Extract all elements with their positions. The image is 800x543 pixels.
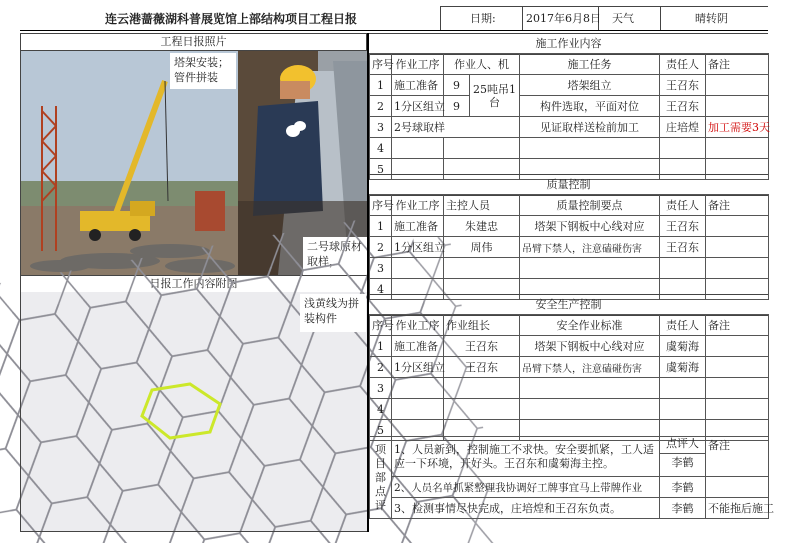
col-header: 备注: [706, 315, 769, 336]
photo-section-title: 工程日报照片: [160, 35, 227, 48]
person-cell: 王召东: [660, 96, 706, 117]
table-row: [370, 357, 769, 378]
row-number: 2: [370, 357, 392, 378]
table-row: [370, 216, 769, 237]
quality-header-row: [370, 195, 769, 216]
photo-section-header: [20, 33, 367, 51]
point-cell: 塔架下钢板中心线对应: [520, 216, 660, 237]
review-table: [369, 436, 774, 519]
process-cell: 施工准备: [392, 75, 444, 96]
col-header: 备注: [706, 54, 769, 75]
person-cell: 王召东: [660, 216, 706, 237]
col-header: 质量控制要点: [520, 195, 660, 216]
safety-table: [369, 314, 769, 441]
row-number: 1: [370, 336, 392, 357]
row-number: 1: [370, 75, 392, 96]
table-row: [370, 378, 769, 399]
quality-section-title: 质量控制: [546, 178, 591, 191]
workers-cell: 9: [444, 75, 470, 96]
person-cell: 王召东: [660, 75, 706, 96]
col-header: 责任人: [660, 195, 706, 216]
header-bottom-border: [20, 30, 768, 31]
col-header: 序号: [370, 54, 392, 75]
safety-section-title: 安全生产控制: [535, 298, 602, 311]
site-crane-photo: [20, 51, 238, 275]
divider: [20, 531, 367, 532]
construction-section-header: [369, 33, 768, 55]
review-comment-2: 2、人员名单抓紧整理我协调好工牌事宜马上带牌作业: [392, 477, 660, 498]
col-header: 作业组长: [444, 315, 520, 336]
process-cell: 1分区组立: [392, 96, 444, 117]
review-remark: 不能拖后施工: [706, 498, 769, 519]
table-row: [370, 138, 769, 159]
table-row: [370, 96, 769, 117]
col-header: 序号: [370, 315, 392, 336]
process-cell: 1分区组立: [392, 237, 444, 258]
machine-cell: 25吨吊1台: [470, 75, 520, 117]
date-value: 2017年6月8日: [526, 12, 601, 25]
construction-header-row: [370, 54, 769, 75]
weather-label: 天气: [612, 12, 634, 25]
process-cell: 施工准备: [392, 336, 444, 357]
row-number: 5: [370, 420, 392, 441]
controller-cell: 朱建忠: [444, 216, 520, 237]
task-cell: 见证取样送检前加工: [520, 117, 660, 138]
note-cell: [706, 216, 769, 237]
person-cell: 庄培煌: [660, 117, 706, 138]
hex-grid-diagram: [20, 292, 367, 532]
row-number: 4: [370, 399, 392, 420]
process-cell: 1分区组立: [392, 357, 444, 378]
process-cell: 施工准备: [392, 216, 444, 237]
construction-section-title: 施工作业内容: [535, 37, 602, 50]
review-comment-3: 3、检测事情尽快完成，庄培煌和王召东负责。: [392, 498, 660, 519]
table-row: [370, 336, 769, 357]
photo1-caption: 塔架安装；管件拼装: [170, 53, 236, 89]
divider: [522, 6, 523, 30]
safety-header-row: [370, 315, 769, 336]
weather-value: 晴转阴: [695, 12, 728, 25]
note-cell: [706, 96, 769, 117]
col-header: 安全作业标准: [520, 315, 660, 336]
person-cell: 虞菊海: [660, 357, 706, 378]
col-header: 作业工序: [392, 195, 444, 216]
row-number: 4: [370, 279, 392, 300]
controller-cell: 周伟: [444, 237, 520, 258]
evaluator-cell: [660, 437, 706, 477]
leader-cell: 王召东: [444, 357, 520, 378]
col-header: 作业工序: [392, 54, 444, 75]
standard-cell: 塔架下钢板中心线对应: [520, 336, 660, 357]
report-title: 连云港蔷薇湖科普展览馆上部结构项目工程日报: [105, 12, 358, 26]
note-cell: [706, 357, 769, 378]
col-header: 序号: [370, 195, 392, 216]
person-cell: 王召东: [660, 237, 706, 258]
point-cell: 吊臂下禁人，注意磕碰伤害: [520, 237, 660, 258]
row-number: 4: [370, 138, 392, 159]
workers-cell: 9: [444, 96, 470, 117]
diagram-caption: 浅黄线为拼装构件: [300, 294, 366, 332]
col-header: 主控人员: [444, 195, 520, 216]
quality-table: [369, 194, 769, 300]
construction-table: [369, 53, 769, 180]
quality-section-header: [369, 174, 768, 196]
person-cell: 虞菊海: [660, 336, 706, 357]
table-row: [370, 399, 769, 420]
col-header: 作业工序: [392, 315, 444, 336]
review-note-label: 备注: [706, 437, 769, 477]
process-cell: 2号球取样: [392, 117, 520, 138]
col-header: 责任人: [660, 54, 706, 75]
task-cell: 构件选取，平面对位: [520, 96, 660, 117]
note-cell: 加工需要3天: [706, 117, 769, 138]
table-row: [370, 75, 769, 96]
col-header: 责任人: [660, 315, 706, 336]
note-cell: [706, 336, 769, 357]
task-cell: 塔架组立: [520, 75, 660, 96]
review-row: [370, 437, 769, 477]
review-label: 项目部点评: [370, 437, 392, 519]
row-number: 5: [370, 159, 392, 180]
divider: [440, 6, 441, 30]
table-row: [370, 237, 769, 258]
evaluator-name: 李鹤: [660, 477, 706, 498]
review-row: [370, 498, 769, 519]
row-number: 2: [370, 237, 392, 258]
review-row: [370, 477, 769, 498]
date-label: 日期:: [470, 12, 496, 25]
review-comment-1: 1、人员新到，控制施工不求快。安全要抓紧，工人适应一下环境，开好头。王召东和虞菊海主控。: [392, 437, 660, 477]
row-number: 1: [370, 216, 392, 237]
table-row: [370, 117, 769, 138]
note-cell: [706, 75, 769, 96]
row-number: 2: [370, 96, 392, 117]
table-row: [370, 258, 769, 279]
row-number: 3: [370, 117, 392, 138]
safety-section-header: [369, 294, 768, 316]
row-number: 3: [370, 378, 392, 399]
evaluator-name: 李鹤: [660, 498, 706, 519]
leader-cell: 王召东: [444, 336, 520, 357]
evaluator-name: 李鹤: [660, 453, 705, 470]
note-cell: [706, 237, 769, 258]
divider: [20, 33, 21, 532]
divider: [440, 6, 768, 7]
col-header: 作业人、机: [444, 54, 520, 75]
divider: [660, 6, 661, 30]
evaluator-label: 点评人: [666, 437, 699, 450]
standard-cell: 吊臂下禁人，注意磕碰伤害: [520, 357, 660, 378]
col-header: 备注: [706, 195, 769, 216]
row-number: 3: [370, 258, 392, 279]
col-header: 施工任务: [520, 54, 660, 75]
